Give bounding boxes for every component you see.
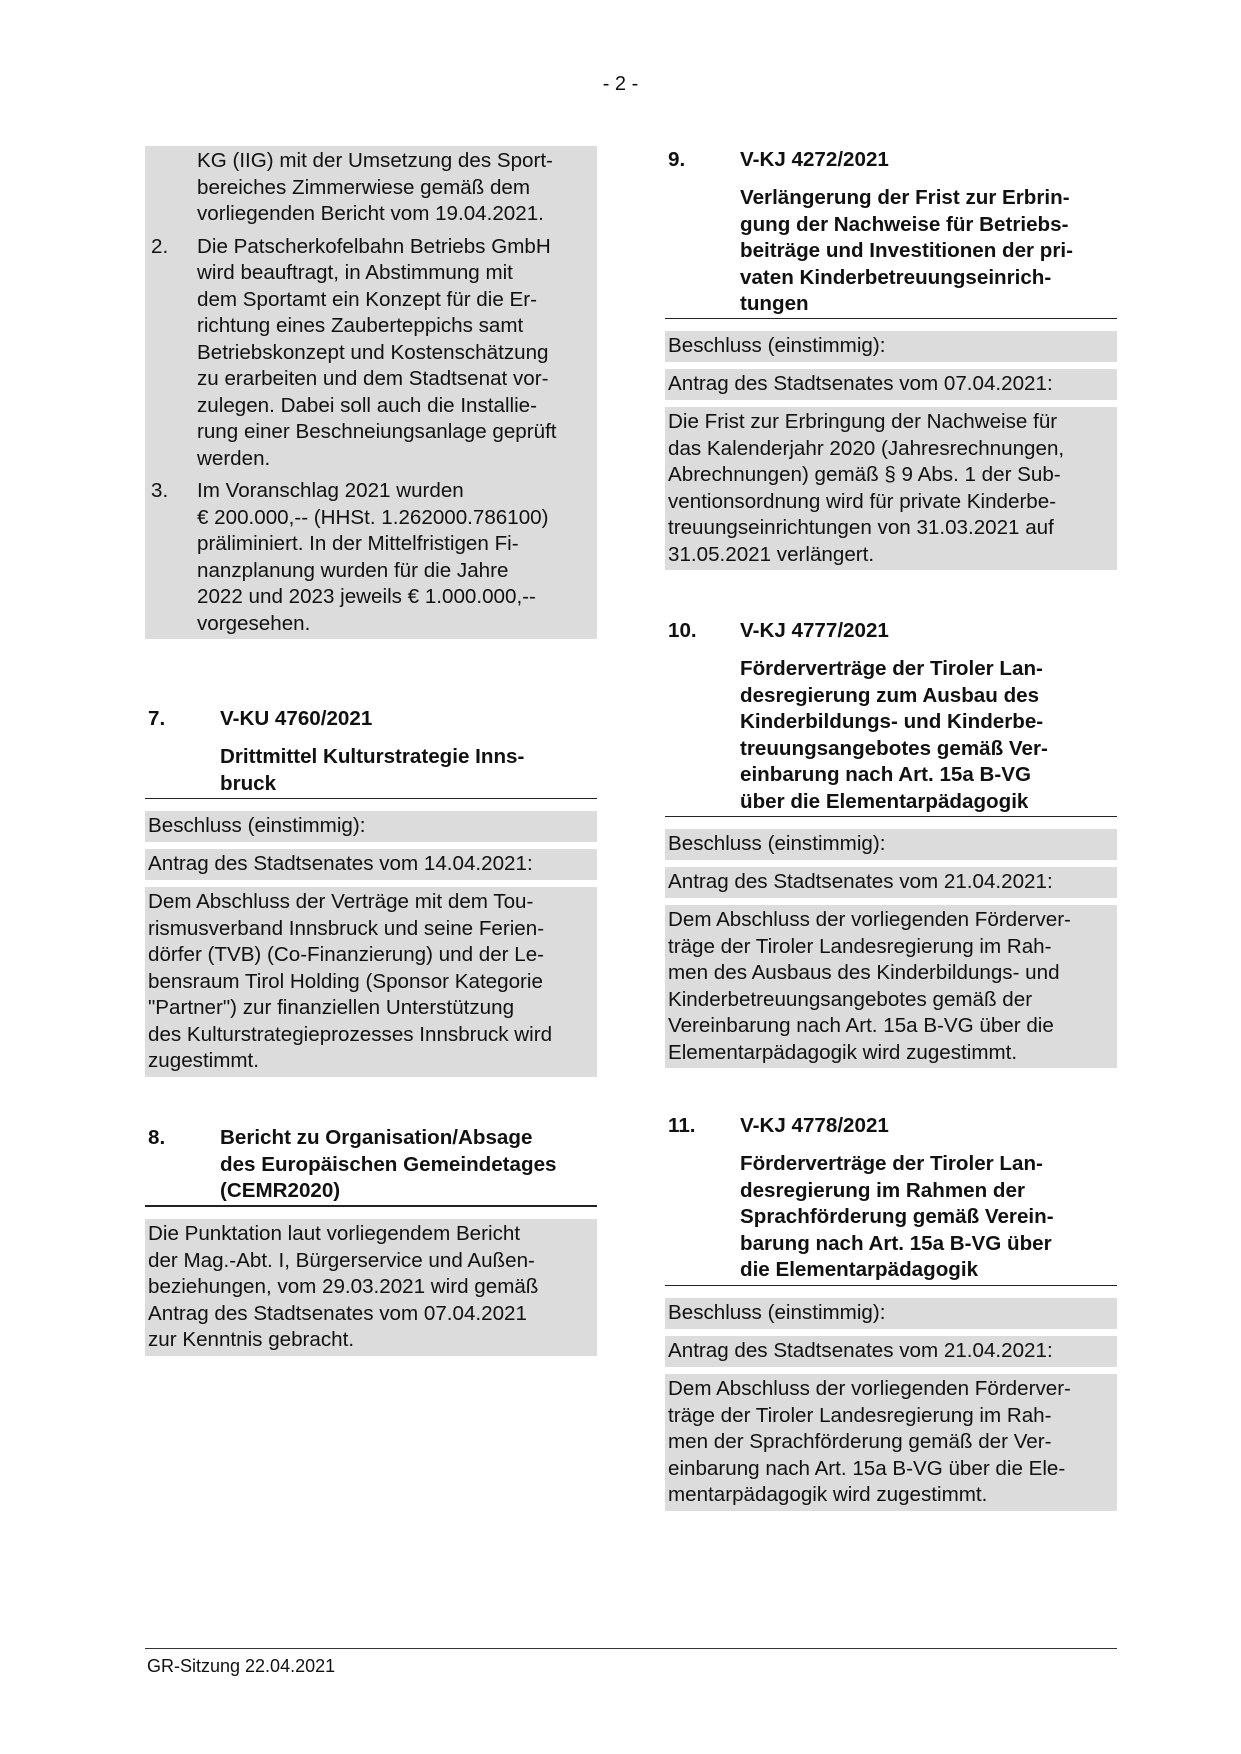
item7-beschluss: Beschluss (einstimmig): — [145, 811, 597, 842]
item9-text: Die Frist zur Erbringung der Nachweise für das Kalenderjahr 2020 (Jahresrechnungen, Abrechnungen) gemäß § 9 Abs. 1 der Sub- ventionsordnung wird für private Kinderbe- treuungseinrichtungen von 31.03.2021 auf 31.05.2021 verlängert. — [665, 407, 1117, 570]
divider — [145, 1205, 597, 1207]
item11-title: Förderverträge der Tiroler Lan- desregierung im Rahmen der Sprachförderung gemäß Verein- barung nach Art. 15a B-VG über die Elementarpädagogik — [740, 1152, 1054, 1281]
item8-header: 8. Bericht zu Organisation/Absage des Europäischen Gemeindetages (CEMR2020) — [148, 1126, 557, 1202]
item6-continuation — [145, 146, 597, 639]
item9-beschluss: Beschluss (einstimmig): — [665, 331, 1117, 362]
item9-antrag: Antrag des Stadtsenates vom 07.04.2021: — [665, 369, 1117, 400]
divider — [665, 318, 1117, 319]
item10-text: Dem Abschluss der vorliegenden Förderver- träge der Tiroler Landesregierung im Rah- men des Ausbaus des Kinderbildungs- und Kinderbetreuungsangebotes gemäß der Vereinbarung nach Art. 15a B-VG über die Elementarpädagogik wird zugestimmt. — [665, 905, 1117, 1068]
footer-text: GR-Sitzung 22.04.2021 — [147, 1656, 336, 1676]
divider — [665, 1285, 1117, 1286]
item10-beschluss: Beschluss (einstimmig): — [665, 829, 1117, 860]
item7-title: Drittmittel Kulturstrategie Inns- bruck — [220, 745, 525, 795]
divider — [145, 798, 597, 799]
list-item: 3. Im Voranschlag 2021 wurden € 200.000,-- (HHSt. 1.262000.786100) präliminiert. In der Mittelfristigen Fi- nanzplanung wurden für die Jahre 2022 und 2023 jeweils € 1.000.000,-- vorgesehen. — [151, 479, 549, 635]
item10-antrag: Antrag des Stadtsenates vom 21.04.2021: — [665, 867, 1117, 898]
item7-antrag: Antrag des Stadtsenates vom 14.04.2021: — [145, 849, 597, 880]
item11-antrag: Antrag des Stadtsenates vom 21.04.2021: — [665, 1336, 1117, 1367]
item9-title: Verlängerung der Frist zur Erbrin- gung der Nachweise für Betriebs- beiträge und Investitionen der pri- vaten Kinderbetreuungseinrich- tungen — [740, 186, 1073, 315]
item7-text: Dem Abschluss der Verträge mit dem Tou- rismusverband Innsbruck und seine Ferien- dörfer (TVB) (Co-Finanzierung) und der Le- bensraum Tirol Holding (Sponsor Kategorie "Partner") zur finanziellen Unterstützung des Kulturstrategieprozesses Innsbruck wird zugestimmt. — [145, 887, 597, 1077]
item11-text: Dem Abschluss der vorliegenden Förderver- träge der Tiroler Landesregierung im Rah- men der Sprachförderung gemäß der Ver- einbarung nach Art. 15a B-VG über die Ele- mentarpädagogik wird zugestimmt. — [665, 1374, 1117, 1511]
footer-divider — [145, 1648, 1117, 1649]
item11-beschluss: Beschluss (einstimmig): — [665, 1298, 1117, 1329]
page-number: - 2 - — [602, 73, 639, 95]
continuation-intro: KG (IIG) mit der Umsetzung des Sport- bereiches Zimmerwiese gemäß dem vorliegenden Bericht vom 19.04.2021. — [197, 149, 553, 225]
divider — [665, 816, 1117, 817]
item10-title: Förderverträge der Tiroler Lan- desregierung zum Ausbau des Kinderbildungs- und Kinderbe- treuungsangebotes gemäß Ver- einbarung nach Art. 15a B-VG über die Elementarpädagogik — [740, 657, 1048, 813]
item8-text: Die Punktation laut vorliegendem Bericht der Mag.-Abt. I, Bürgerservice und Außen- beziehungen, vom 29.03.2021 wird gemäß Antrag des Stadtsenates vom 07.04.2021 zur Kenntnis gebracht. — [145, 1219, 597, 1356]
list-item: 2. Die Patscherkofelbahn Betriebs GmbH wird beauftragt, in Abstimmung mit dem Sportamt ein Konzept für die Er- richtung eines Zauberteppichs samt Betriebskonzept und Kostenschätzung zu erarbeiten und dem Stadtsenat vor- zulegen. Dabei soll auch die Installie- rung einer Beschneiungsanlage geprüft werden. — [151, 234, 557, 470]
